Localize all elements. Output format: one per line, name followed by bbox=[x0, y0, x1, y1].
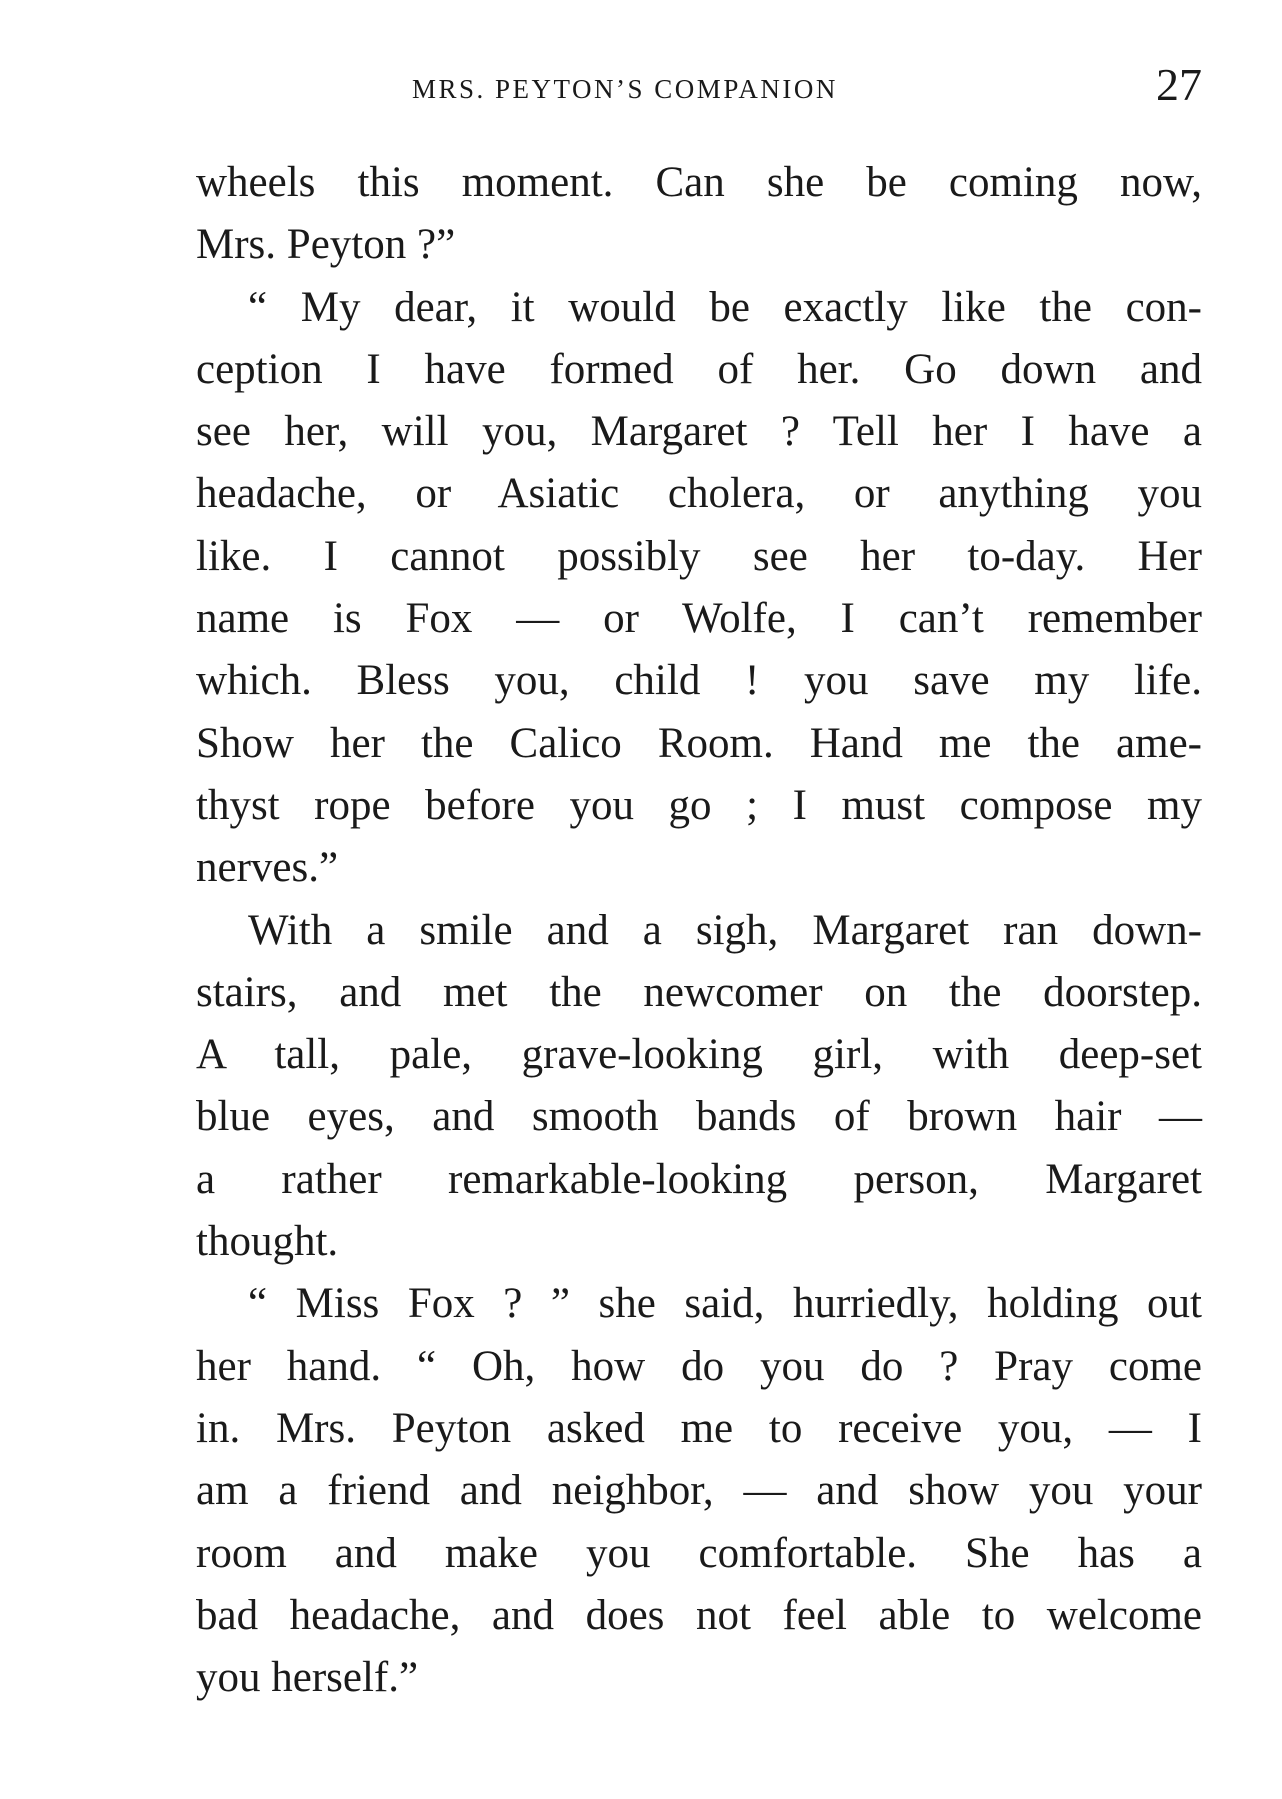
text-line: a rather remarkable-looking person, Margaret bbox=[196, 1155, 1202, 1203]
text-line: A tall, pale, grave-looking girl, with deep-set bbox=[196, 1031, 1202, 1079]
text-line: headache, or Asiatic cholera, or anything you bbox=[196, 470, 1202, 518]
text-line: in. Mrs. Peyton asked me to receive you, — I bbox=[196, 1404, 1202, 1452]
text-line: nerves.” bbox=[196, 844, 339, 892]
running-head bbox=[196, 59, 1202, 122]
text-line: Mrs. Peyton ?” bbox=[196, 221, 456, 269]
text-line: name is Fox — or Wolfe, I can’t remember bbox=[196, 595, 1202, 643]
text-line: wheels this moment. Can she be coming now, bbox=[196, 159, 1202, 206]
text-line: With a smile and a sigh, Margaret ran down- bbox=[248, 906, 1202, 954]
text-line: “ Miss Fox ? ” she said, hurriedly, holding out bbox=[248, 1280, 1202, 1328]
text-line: ception I have formed of her. Go down and bbox=[196, 345, 1202, 393]
text-line: am a friend and neighbor, — and show you your bbox=[196, 1467, 1202, 1515]
text-line: you herself.” bbox=[196, 1654, 419, 1702]
text-line: bad headache, and does not feel able to welcome bbox=[196, 1591, 1202, 1639]
text-line: “ My dear, it would be exactly like the con- bbox=[248, 283, 1202, 331]
page-number: 27 bbox=[1156, 59, 1202, 110]
text-line: thyst rope before you go ; I must compose my bbox=[196, 781, 1202, 829]
text-line: which. Bless you, child ! you save my life. bbox=[196, 657, 1202, 705]
text-line: room and make you comfortable. She has a bbox=[196, 1529, 1202, 1577]
text-line: thought. bbox=[196, 1218, 339, 1266]
running-title: MRS. PEYTON’S COMPANION bbox=[412, 74, 838, 104]
text-line: see her, will you, Margaret ? Tell her I have a bbox=[196, 408, 1202, 456]
text-line: her hand. “ Oh, how do you do ? Pray come bbox=[196, 1342, 1202, 1390]
body-text bbox=[196, 152, 1202, 1709]
text-line: Show her the Calico Room. Hand me the ame- bbox=[196, 719, 1202, 767]
text-line: like. I cannot possibly see her to-day. Her bbox=[196, 532, 1202, 580]
text-line: stairs, and met the newcomer on the doorstep. bbox=[196, 968, 1202, 1016]
text-line: blue eyes, and smooth bands of brown hair — bbox=[196, 1093, 1202, 1141]
